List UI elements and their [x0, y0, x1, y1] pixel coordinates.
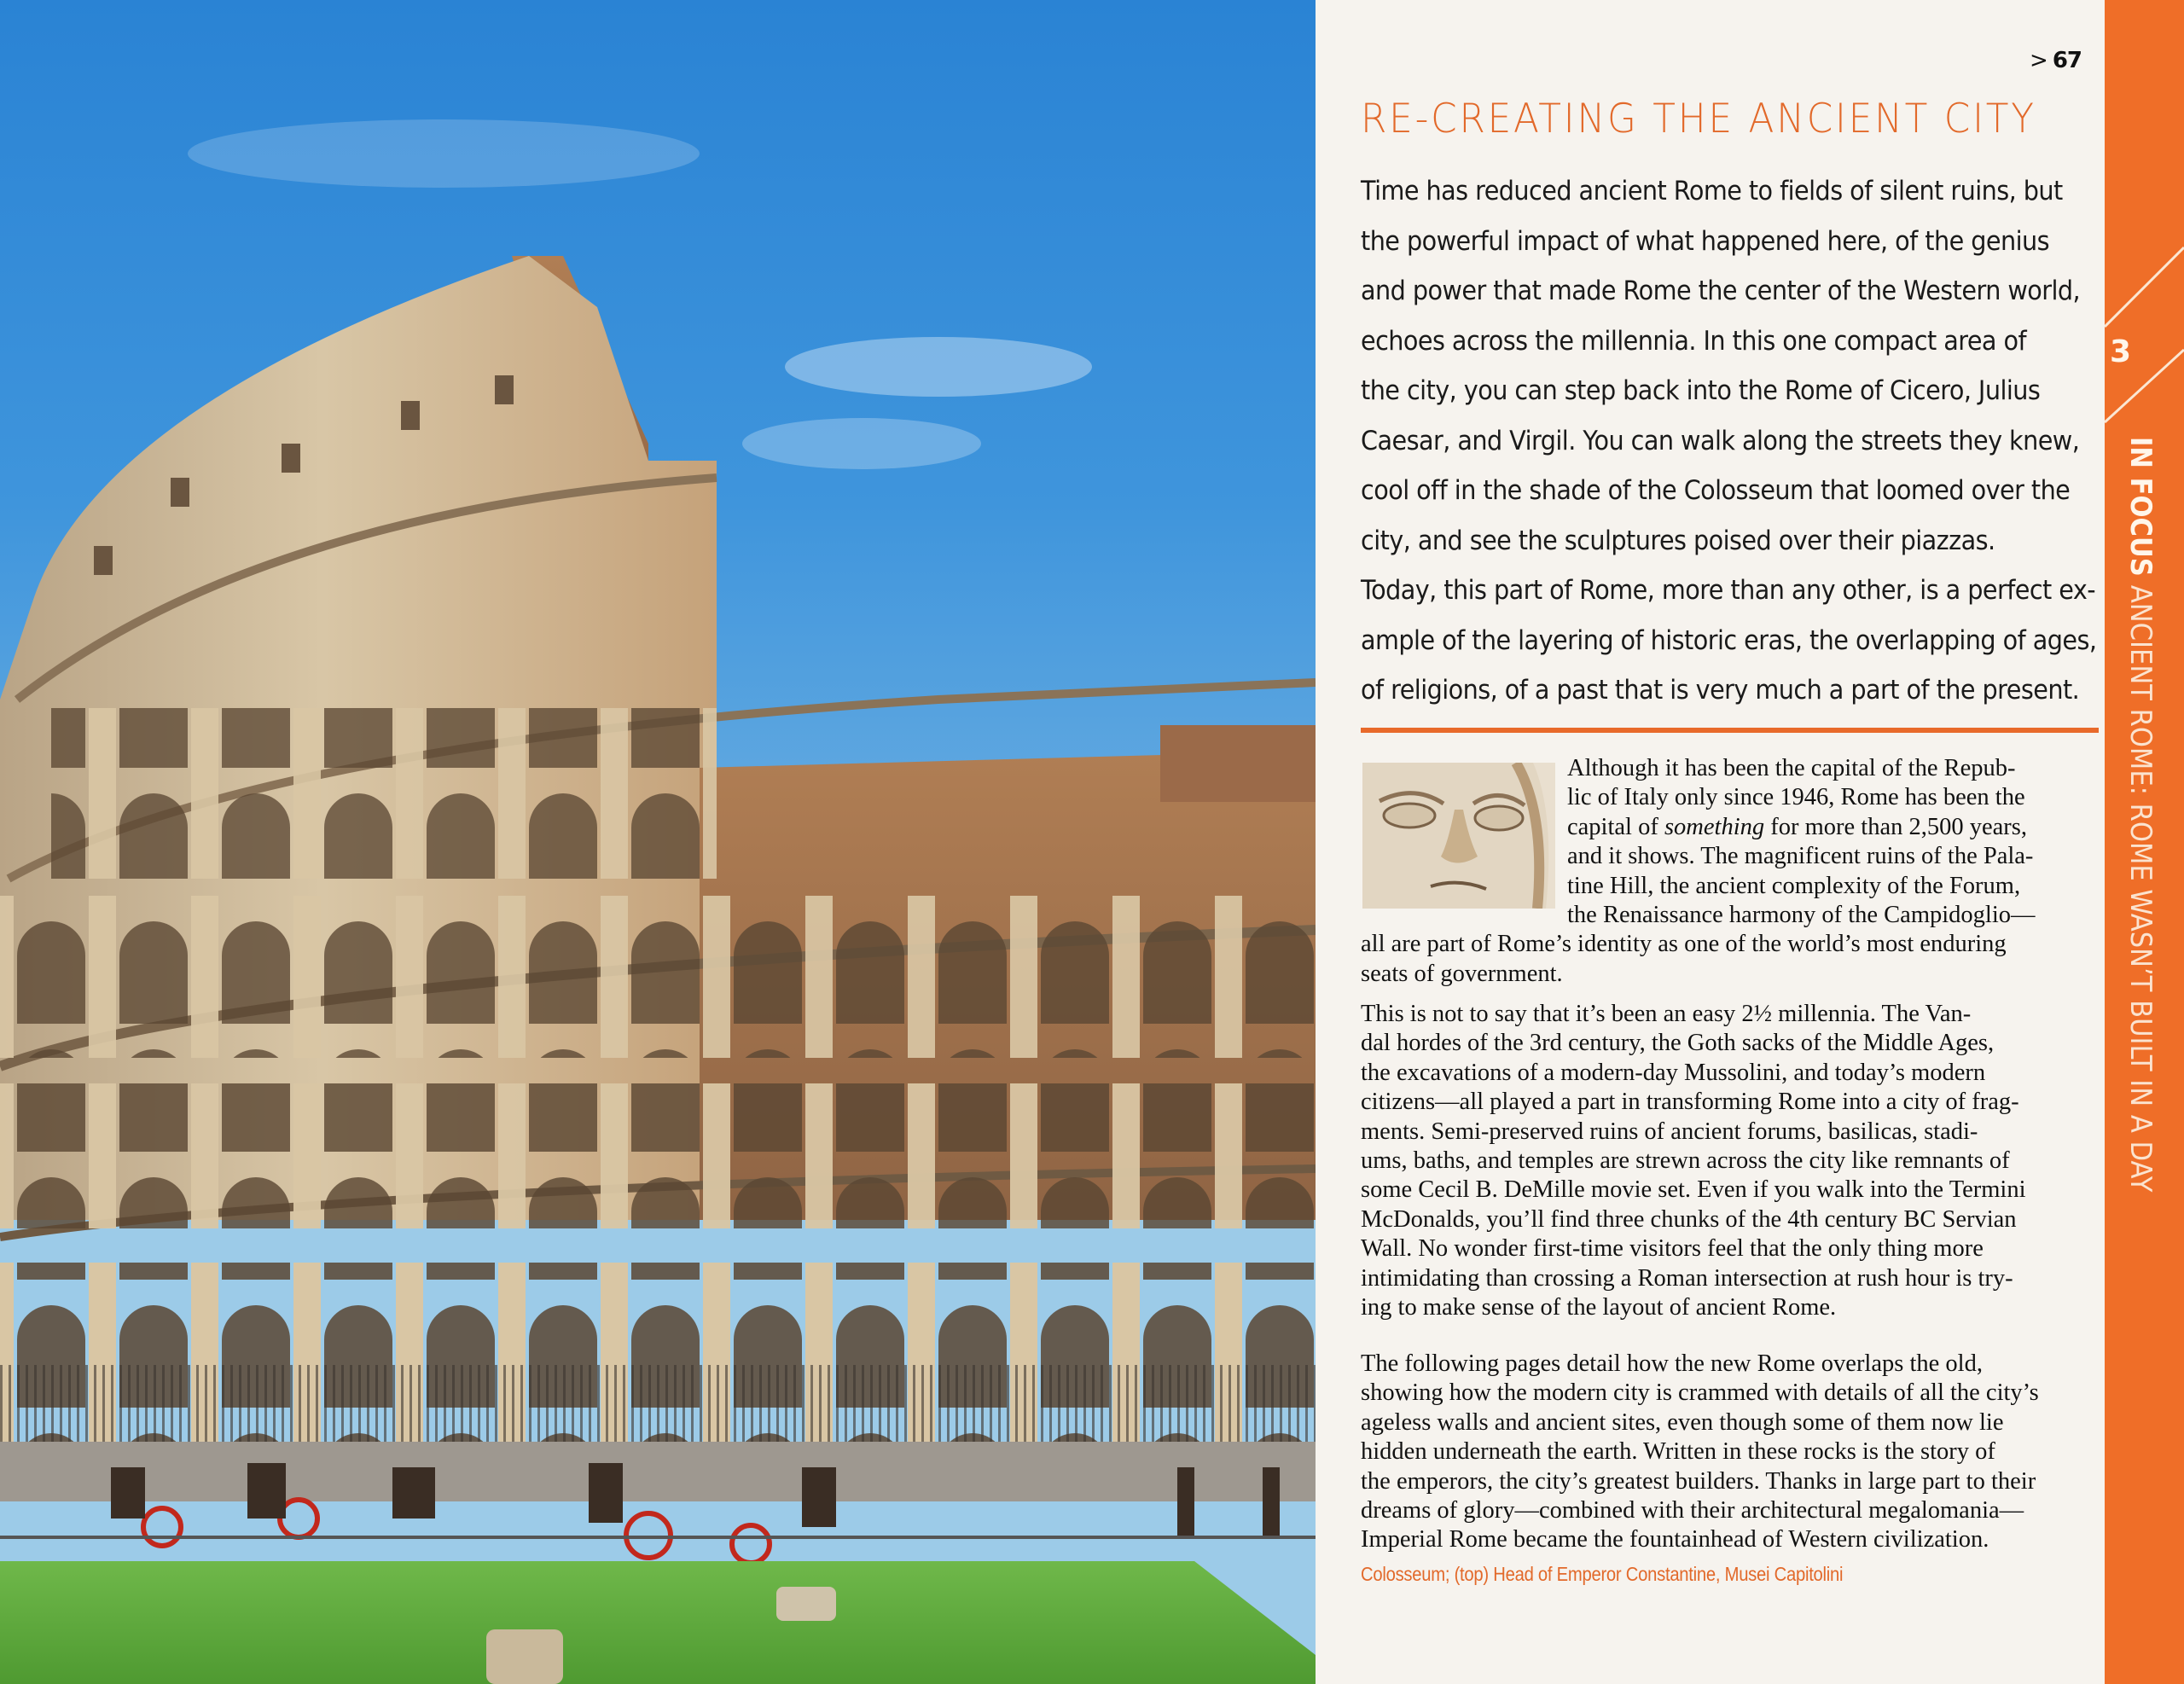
body-line: tine Hill, the ancient complexity of the Forum,: [1567, 872, 2021, 899]
intro-line: Caesar, and Virgil. You can walk along the streets they knew,: [1361, 425, 2080, 456]
body-line: ums, baths, and temples are strewn across the city like remnants of: [1361, 1147, 2010, 1175]
intro-line: Time has reduced ancient Rome to fields of silent ruins, but: [1361, 176, 2063, 206]
body-text: capital of: [1567, 813, 1664, 840]
body-line: ments. Semi-preserved ruins of ancient forums, basilicas, stadi-: [1361, 1118, 1978, 1145]
body-line: intimidating than crossing a Roman intersection at rush hour is try-: [1361, 1264, 2013, 1292]
intro-line: the city, you can step back into the Rome of Cicero, Julius: [1361, 375, 2041, 406]
section-heading: RE-CREATING THE ANCIENT CITY: [1361, 96, 2036, 142]
section-divider: [1361, 728, 2099, 733]
body-line: citizens—all played a part in transforming Rome into a city of frag-: [1361, 1089, 2019, 1116]
intro-line: and power that made Rome the center of the Western world,: [1361, 276, 2081, 306]
body-paragraph-2: [1361, 1000, 2101, 1322]
body-line: seats of government.: [1361, 960, 1563, 987]
chapter-number: 3: [2110, 334, 2132, 369]
body-line: showing how the modern city is crammed with details of all the city’s: [1361, 1379, 2039, 1407]
body-line: the emperors, the city’s greatest builders. Thanks in large part to their: [1361, 1467, 2036, 1495]
body-text: for more than 2,500 years,: [1764, 813, 2027, 840]
body-line: and it shows. The magnificent ruins of the Pala-: [1567, 843, 2034, 870]
intro-line: the powerful impact of what happened here, of the genius: [1361, 225, 2049, 257]
intro-line: Today, this part of Rome, more than any other, is a perfect ex-: [1361, 575, 2096, 606]
body-line: The following pages detail how the new Rome overlaps the old,: [1361, 1350, 1983, 1377]
body-line: dal hordes of the 3rd century, the Goth sacks of the Middle Ages,: [1361, 1030, 1995, 1057]
chapter-label-strong: IN FOCUS: [2123, 437, 2158, 577]
body-line: the Renaissance harmony of the Campidoglio—: [1567, 902, 2036, 929]
body-line: the excavations of a modern-day Mussolini, and today’s modern: [1361, 1059, 1986, 1086]
body-line: hidden underneath the earth. Written in these rocks is the story of: [1361, 1438, 1995, 1466]
intro-line: ample of the layering of historic eras, the overlapping of ages,: [1361, 624, 2097, 656]
intro-line: echoes across the millennia. In this one compact area of: [1361, 325, 2027, 357]
body-line: This is not to say that it’s been an easy 2½ millennia. The Van-: [1361, 1001, 1972, 1027]
page-number-value: 67: [2052, 48, 2082, 73]
chapter-title: [2123, 437, 2158, 1192]
body-line: Wall. No wonder first-time visitors feel that the only thing more: [1361, 1235, 1984, 1263]
body-line: Imperial Rome became the fountainhead of Western civilization.: [1361, 1526, 1989, 1553]
body-paragraph-3: [1361, 1350, 2101, 1555]
intro-line: of religions, of a past that is very much a part of the present.: [1361, 675, 2080, 706]
body-line: some Cecil B. DeMille movie set. Even if you walk into the Termini: [1361, 1176, 2026, 1204]
body-paragraph-1: [1361, 754, 2101, 989]
body-line: dreams of glory—combined with their architectural megalomania—: [1361, 1497, 2024, 1524]
body-line: all are part of Rome’s identity as one of the world’s most enduring: [1361, 931, 2007, 958]
body-line: Although it has been the capital of the Repub-: [1567, 755, 2016, 781]
body-line: McDonalds, you’ll find three chunks of the 4th century BC Servian: [1361, 1205, 2017, 1233]
photo-caption: Colosseum; (top) Head of Emperor Constantine, Musei Capitolini: [1361, 1563, 1844, 1585]
page-number: [2030, 48, 2082, 73]
intro-line: cool off in the shade of the Colosseum that loomed over the: [1361, 475, 2071, 506]
body-line: lic of Italy only since 1946, Rome has been the: [1567, 784, 2025, 811]
body-line: ageless walls and ancient sites, even though some of them now lie: [1361, 1408, 2004, 1436]
body-line: [1361, 813, 2101, 842]
chapter-label-rest: ANCIENT ROME: ROME WASN’T BUILT IN A DAY: [2123, 584, 2158, 1193]
page-number-prefix: >: [2030, 48, 2048, 73]
body-line: ing to make sense of the layout of ancient Rome.: [1361, 1294, 1837, 1321]
emphasis-text: something: [1664, 813, 1765, 840]
text-page: [1316, 0, 2105, 1684]
chapter-tab: [2105, 0, 2184, 1684]
intro-line: city, and see the sculptures poised over their piazzas.: [1361, 525, 1995, 556]
intro-paragraph: [1361, 166, 2097, 716]
